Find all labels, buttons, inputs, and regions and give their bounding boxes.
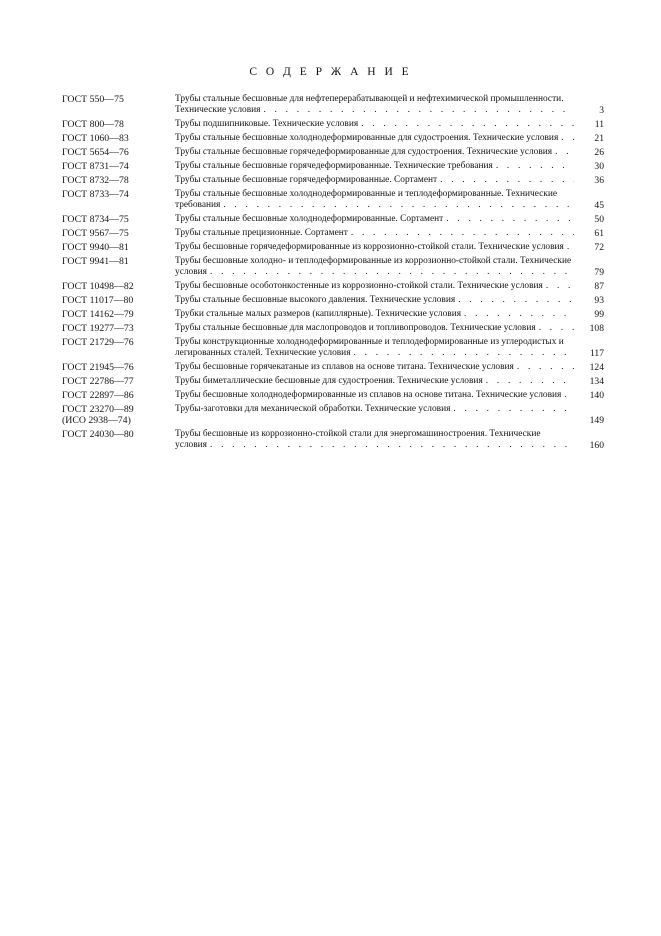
standard-code-line: ГОСТ 8732—78 — [62, 175, 129, 186]
entry-title: Трубы стальные бесшовные высокого давления. Технические условия . . . — [175, 295, 578, 306]
entry-title: Трубы стальные бесшовные для нефтеперерабатывающей и нефтехимической промышленности. Технические условия . . . — [175, 94, 578, 116]
toc-entry — [62, 94, 604, 116]
standard-code — [62, 404, 175, 426]
toc-entry — [62, 189, 604, 211]
entry-title: Трубки стальные малых размеров (капиллярные). Технические условия . . . — [175, 309, 578, 320]
standard-code-line: ГОСТ 21729—76 — [62, 337, 134, 348]
standard-code — [62, 295, 175, 306]
standard-code — [62, 281, 175, 292]
standard-code-line: (ИСО 2938—74) — [62, 415, 131, 426]
page-number: 93 — [594, 295, 604, 306]
toc-entry — [62, 281, 604, 292]
page-number: 140 — [589, 390, 604, 401]
toc-entry — [62, 133, 604, 144]
standard-code — [62, 429, 175, 440]
dot-leader — [440, 175, 574, 186]
entry-title: Трубы стальные бесшовные горячедеформированные. Сортамент . . . — [175, 175, 578, 186]
dot-leader — [539, 323, 574, 334]
page-number: 26 — [594, 147, 604, 158]
entry-title: Трубы стальные прецизионные. Сортамент . . . — [175, 228, 578, 239]
standard-code-line: ГОСТ 8733—74 — [62, 189, 129, 200]
page-number: 87 — [594, 281, 604, 292]
dot-leader — [567, 242, 574, 253]
table-of-contents — [62, 94, 604, 454]
standard-code — [62, 161, 175, 172]
standard-code-line: ГОСТ 5654—76 — [62, 147, 129, 158]
toc-entry — [62, 228, 604, 239]
toc-entry — [62, 242, 604, 253]
dot-leader — [361, 119, 574, 130]
dot-leader — [263, 105, 574, 116]
entry-title: Трубы стальные бесшовные холоднодеформированные и теплодеформированные. Технические требования . . . — [175, 189, 578, 211]
page-number: 21 — [594, 133, 604, 144]
toc-entry — [62, 362, 604, 373]
entry-title: Трубы-заготовки для механической обработки. Технические условия . . . — [175, 404, 578, 415]
dot-leader — [458, 295, 574, 306]
dot-leader — [546, 281, 574, 292]
standard-code-line: ГОСТ 22897—86 — [62, 390, 134, 401]
standard-code-line: ГОСТ 21945—76 — [62, 362, 134, 373]
page-number: 108 — [589, 323, 604, 334]
toc-entry — [62, 429, 604, 451]
toc-entry — [62, 309, 604, 320]
standard-code — [62, 242, 175, 253]
standard-code — [62, 323, 175, 334]
standard-code — [62, 256, 175, 267]
entry-title: Трубы подшипниковые. Технические условия . . . — [175, 119, 578, 130]
standard-code-line: ГОСТ 22786—77 — [62, 376, 134, 387]
toc-entry — [62, 161, 604, 172]
dot-leader — [564, 390, 574, 401]
page-number: 124 — [589, 362, 604, 373]
toc-entry — [62, 214, 604, 225]
standard-code-line: ГОСТ 11017—80 — [62, 295, 134, 306]
dot-leader — [223, 200, 574, 211]
toc-entry — [62, 376, 604, 387]
dot-leader — [210, 267, 574, 278]
page-number: 79 — [594, 267, 604, 278]
dot-leader — [561, 133, 574, 144]
standard-code-line: ГОСТ 8734—75 — [62, 214, 129, 225]
standard-code-line: ГОСТ 800—78 — [62, 119, 124, 130]
entry-title: Трубы стальные бесшовные для маслопроводов и топливопроводов. Технические условия . . . — [175, 323, 578, 334]
toc-entry — [62, 295, 604, 306]
standard-code — [62, 337, 175, 348]
standard-code-line: ГОСТ 9941—81 — [62, 256, 129, 267]
page-number: 50 — [594, 214, 604, 225]
standard-code — [62, 376, 175, 387]
entry-title: Трубы бесшовные холоднодеформированные из сплавов на основе титана. Технические условия . . . — [175, 390, 578, 401]
toc-entry — [62, 175, 604, 186]
standard-code-line: ГОСТ 9567—75 — [62, 228, 129, 239]
standard-code-line: ГОСТ 9940—81 — [62, 242, 129, 253]
standard-code — [62, 309, 175, 320]
page-number: 134 — [589, 376, 604, 387]
standard-code — [62, 189, 175, 200]
standard-code — [62, 119, 175, 130]
entry-title: Трубы бесшовные горячекатаные из сплавов на основе титана. Технические условия . . . — [175, 362, 578, 373]
standard-code — [62, 94, 175, 105]
page-number: 61 — [594, 228, 604, 239]
entry-title: Трубы стальные бесшовные холоднодеформированные. Сортамент . . . — [175, 214, 578, 225]
entry-title: Трубы стальные бесшовные холоднодеформированные для судостроения. Технические условия . . . — [175, 133, 578, 144]
entry-title: Трубы конструкционные холоднодеформированные и теплодеформированные из углеродистых и легированных сталей. Технические условия . . . — [175, 337, 578, 359]
dot-leader — [486, 376, 574, 387]
entry-title: Трубы бесшовные холодно- и теплодеформированные из коррозионно-стойкой стали. Технические условия . . . — [175, 256, 578, 278]
dot-leader — [354, 348, 574, 359]
entry-title: Трубы бесшовные горячедеформированные из коррозионно-стойкой стали. Технические условия . . . — [175, 242, 578, 253]
dot-leader — [496, 161, 574, 172]
toc-entry — [62, 256, 604, 278]
page-number: 160 — [589, 440, 604, 451]
contents-heading: С О Д Е Р Ж А Н И Е — [249, 66, 412, 78]
dot-leader — [517, 362, 574, 373]
dot-leader — [555, 147, 574, 158]
standard-code-line: ГОСТ 24030—80 — [62, 429, 134, 440]
standard-code — [62, 133, 175, 144]
standard-code — [62, 214, 175, 225]
standard-code — [62, 390, 175, 401]
page-number: 36 — [594, 175, 604, 186]
entry-title: Трубы бесшовные из коррозионно-стойкой стали для энергомашиностроения. Технические условия . . . — [175, 429, 578, 451]
page-number: 11 — [594, 119, 604, 130]
entry-title: Трубы стальные бесшовные горячедеформированные для судостроения. Технические условия . . . — [175, 147, 578, 158]
toc-entry — [62, 337, 604, 359]
standard-code — [62, 228, 175, 239]
toc-entry — [62, 390, 604, 401]
toc-entry — [62, 323, 604, 334]
toc-entry — [62, 119, 604, 130]
page-number: 149 — [589, 415, 604, 426]
standard-code — [62, 147, 175, 158]
entry-title: Трубы стальные бесшовные горячедеформированные. Технические требования . . . — [175, 161, 578, 172]
page-number: 30 — [594, 161, 604, 172]
standard-code-line: ГОСТ 8731—74 — [62, 161, 129, 172]
page-number: 117 — [589, 348, 604, 359]
dot-leader — [210, 440, 574, 451]
page-number: 45 — [594, 200, 604, 211]
standard-code-line: ГОСТ 550—75 — [62, 94, 124, 105]
standard-code-line: ГОСТ 19277—73 — [62, 323, 134, 334]
standard-code — [62, 362, 175, 373]
page-number: 72 — [594, 242, 604, 253]
entry-title: Трубы бесшовные особотонкостенные из коррозионно-стойкой стали. Технические условия . . . — [175, 281, 578, 292]
dot-leader — [446, 214, 574, 225]
standard-code-line: ГОСТ 14162—79 — [62, 309, 134, 320]
dot-leader — [464, 309, 574, 320]
entry-title: Трубы биметаллические бесшовные для судостроения. Технические условия . . . — [175, 376, 578, 387]
standard-code-line: ГОСТ 1060—83 — [62, 133, 129, 144]
page-number: 3 — [599, 105, 604, 116]
standard-code — [62, 175, 175, 186]
toc-entry — [62, 404, 604, 426]
dot-leader — [351, 228, 574, 239]
standard-code-line: ГОСТ 23270—89 — [62, 404, 134, 415]
toc-entry — [62, 147, 604, 158]
standard-code-line: ГОСТ 10498—82 — [62, 281, 134, 292]
page-number: 99 — [594, 309, 604, 320]
dot-leader — [453, 404, 574, 415]
